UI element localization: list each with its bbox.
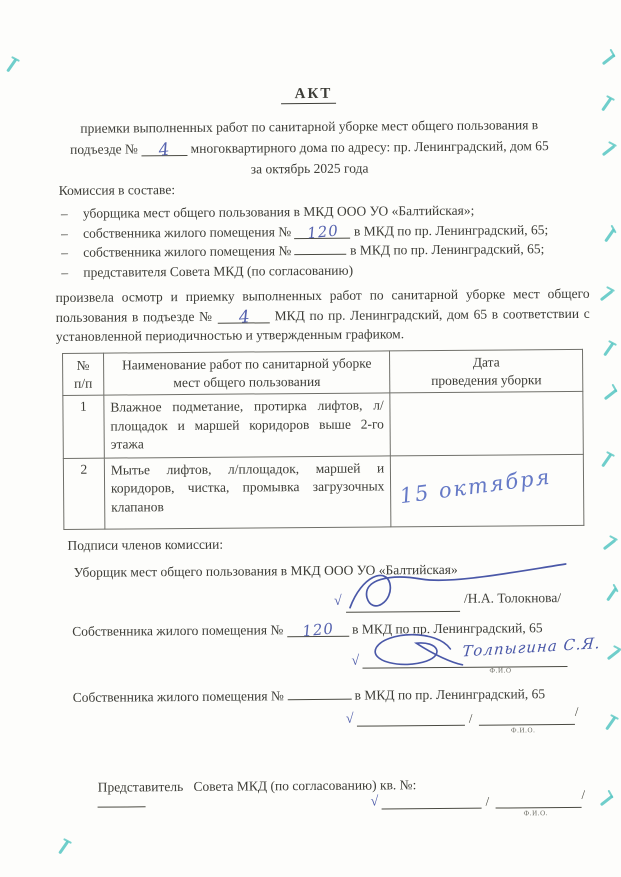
inspection-entrance-blank bbox=[218, 306, 270, 328]
owner1-signature-name: Толпыгина С.Я. bbox=[461, 634, 602, 661]
checkmark-2: √ bbox=[351, 653, 360, 669]
intro-line-2 bbox=[44, 135, 574, 160]
commission-item-3-pre: собственника жилого помещения № bbox=[83, 243, 292, 260]
cleaner-role-line: Уборщик мест общего пользования в МКД ООО УО «Балтийская» bbox=[73, 561, 458, 580]
commission-item-3-post: в МКД по пр. Ленинградский, 65; bbox=[350, 241, 545, 258]
intro-line-1: приемки выполненных работ по санитарной уборке мест общего пользования в bbox=[80, 117, 539, 136]
row2-work: Мытье лифтов, л/площадок, маршей и коридоров, чистка, промывка загрузочных клапанов bbox=[104, 455, 391, 528]
owner2-post: в МКД по пр. Ленинградский, 65 bbox=[354, 686, 546, 703]
intro-line-2-pre: подъезде № bbox=[70, 141, 138, 157]
fio-label-1: Ф.И.О bbox=[489, 666, 512, 675]
intro-paragraph bbox=[44, 114, 574, 181]
header-work-2: мест общего пользования bbox=[173, 373, 321, 390]
owner1-pre: Собственника жилого помещения № bbox=[72, 622, 284, 639]
checkmark-3: √ bbox=[345, 711, 354, 727]
list-item bbox=[61, 239, 589, 263]
intro-line-3: за октябрь 2025 года bbox=[250, 160, 369, 177]
handwritten-apartment-number: 120 bbox=[306, 220, 340, 242]
owner1-role-line bbox=[72, 620, 543, 640]
owner2-role-line bbox=[73, 686, 546, 706]
handwritten-cleaning-date: 15 октября bbox=[398, 464, 553, 509]
header-date-1: Дата bbox=[472, 354, 500, 370]
inspection-paragraph bbox=[55, 284, 589, 347]
header-date-2: проведения уборки bbox=[431, 371, 542, 388]
fio-label-2: Ф.И.О. bbox=[510, 726, 536, 735]
commission-item-2-post: в МКД по пр. Ленинградский, 65; bbox=[353, 221, 549, 239]
owner1-post: в МКД по пр. Ленинградский, 65 bbox=[352, 620, 543, 637]
slash-end: / bbox=[581, 786, 586, 802]
header-cell-work bbox=[103, 351, 390, 395]
handwritten-signature-owner1 bbox=[364, 633, 464, 670]
checkmark-1: √ bbox=[333, 593, 342, 609]
header-cell-date bbox=[390, 349, 583, 393]
signatures-heading: Подписи членов комиссии: bbox=[67, 536, 224, 553]
list-item bbox=[61, 258, 589, 282]
inspection-pre: произвела осмотр и приемку выполненных работ по санитарной уборке мест общего пользования в подъезде № bbox=[55, 285, 590, 325]
row2-number: 2 bbox=[63, 458, 104, 529]
header-work-1: Наименование работ по санитарной уборке bbox=[121, 355, 372, 373]
representative-text: Представитель Совета МКД (по согласованию) кв. №: bbox=[97, 777, 417, 795]
row1-date bbox=[390, 391, 583, 455]
representative-role-line bbox=[77, 761, 416, 828]
apartment-number-blank bbox=[294, 220, 350, 242]
row1-work: Влажное подметание, протирка лифтов, л/площадок и маршей коридоров выше 2-го этажа bbox=[104, 393, 391, 458]
commission-heading: Комиссия в составе: bbox=[58, 182, 176, 198]
owner1-apartment-blank bbox=[287, 619, 349, 641]
slash-separator: / bbox=[485, 793, 490, 809]
owner2-apartment-blank-empty bbox=[287, 699, 351, 701]
signature-line-3b bbox=[479, 708, 575, 726]
commission-item-1: уборщика мест общего пользования в МКД ООО УО «Балтийская»; bbox=[82, 202, 475, 221]
fio-label-3: Ф.И.О. bbox=[523, 809, 549, 818]
work-table bbox=[62, 349, 584, 530]
handwritten-entrance-number: 4 bbox=[157, 139, 171, 161]
handwritten-entrance-number-2: 4 bbox=[237, 306, 251, 328]
checkmark-4: √ bbox=[370, 794, 379, 810]
header-no-1: № bbox=[76, 357, 90, 373]
header-cell-number bbox=[63, 353, 104, 395]
signature-line-4a bbox=[381, 792, 481, 810]
list-dash: – bbox=[61, 244, 69, 260]
commission-item-2-pre: собственника жилого помещения № bbox=[83, 223, 292, 241]
header-no-2: п/п bbox=[74, 375, 93, 391]
signature-line-3a bbox=[357, 709, 465, 727]
document-title-row bbox=[0, 84, 619, 106]
table-header-row bbox=[63, 349, 583, 395]
list-dash: – bbox=[60, 205, 68, 221]
row1-number: 1 bbox=[63, 395, 104, 458]
cleaner-signature-name: /Н.А. Толокнова/ bbox=[463, 590, 562, 606]
signature-line-4b bbox=[495, 791, 581, 809]
slash-end: / bbox=[574, 703, 579, 719]
commission-item-3 bbox=[83, 239, 544, 262]
table-row bbox=[63, 391, 583, 458]
slash-separator: / bbox=[468, 710, 473, 726]
document-title: АКТ bbox=[281, 86, 337, 104]
commission-list bbox=[61, 200, 590, 282]
entrance-number-blank bbox=[141, 139, 187, 161]
representative-apartment-blank bbox=[98, 806, 146, 807]
handwritten-apartment-number-2: 120 bbox=[301, 619, 335, 641]
list-dash: – bbox=[61, 264, 69, 280]
inspection-post: МКД по пр. Ленинградский, дом 65 в соответствии с установленной периодичностью и утвержденным графиком. bbox=[55, 305, 590, 344]
owner2-pre: Собственника жилого помещения № bbox=[72, 688, 284, 705]
commission-item-4: представителя Совета МКД (по согласованию) bbox=[83, 262, 354, 280]
apartment-number-blank-empty bbox=[295, 254, 347, 255]
list-dash: – bbox=[61, 225, 68, 241]
intro-line-2-post: многоквартирного дома по адресу: пр. Ленинградский, дом 65 bbox=[190, 138, 549, 156]
